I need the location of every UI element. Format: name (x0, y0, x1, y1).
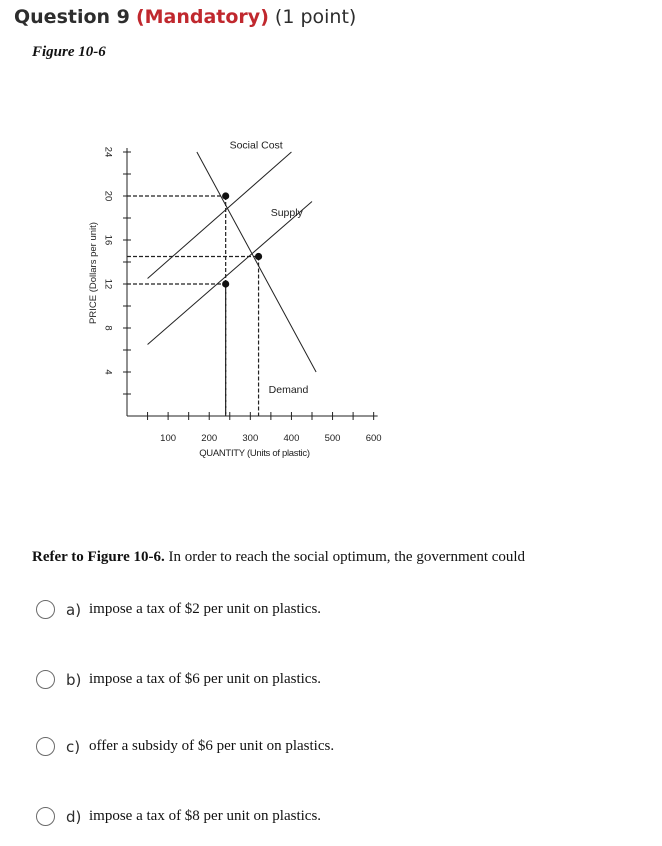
x-axis-label: QUANTITY (Units of plastic) (199, 448, 310, 459)
demand-label: Demand (268, 383, 309, 396)
x-tick-label: 400 (283, 433, 300, 444)
x-tick-label: 200 (201, 433, 218, 444)
question-number: Question 9 (14, 6, 130, 28)
option-b-letter: b) (66, 670, 82, 689)
stem-text: In order to reach the social optimum, the government could (164, 549, 526, 565)
y-tick-label: 12 (102, 278, 114, 290)
intersection-point (255, 253, 262, 260)
x-tick-label: 300 (242, 433, 259, 444)
option-d-radio[interactable] (36, 807, 55, 826)
y-tick-label: 20 (102, 190, 114, 202)
option-d-text: impose a tax of $8 per unit on plastics. (89, 808, 322, 824)
option-a-letter: a) (66, 600, 82, 619)
y-tick-label: 16 (102, 234, 114, 246)
option-d-letter: d) (66, 807, 82, 826)
intersection-point (222, 280, 229, 287)
option-c-text: offer a subsidy of $6 per unit on plastics. (89, 738, 335, 754)
supply-line (148, 202, 312, 345)
x-tick-label: 100 (160, 433, 177, 444)
option-b[interactable] (36, 670, 321, 689)
y-axis-label: PRICE (Dollars per unit) (88, 222, 99, 324)
x-tick-label: 600 (365, 433, 382, 444)
option-b-radio[interactable] (36, 670, 55, 689)
y-tick-label: 24 (102, 146, 114, 158)
social-cost-label: Social Cost (229, 139, 283, 152)
option-c-radio[interactable] (36, 737, 55, 756)
question-stem (32, 549, 525, 566)
demand-line (197, 152, 316, 372)
stem-reference: Refer to Figure 10-6. (32, 549, 165, 565)
figure-title: Figure 10-6 (32, 44, 106, 60)
y-tick-label: 8 (102, 325, 114, 331)
intersection-point (222, 192, 229, 199)
option-c[interactable] (36, 737, 334, 756)
option-c-letter: c) (66, 737, 81, 756)
option-a-text: impose a tax of $2 per unit on plastics. (89, 601, 322, 617)
mandatory-label: (Mandatory) (135, 6, 269, 28)
supply-label: Supply (270, 206, 303, 219)
option-d[interactable] (36, 807, 321, 826)
y-tick-label: 4 (102, 369, 114, 375)
x-tick-label: 500 (324, 433, 341, 444)
option-b-text: impose a tax of $6 per unit on plastics. (89, 671, 322, 687)
option-a-radio[interactable] (36, 600, 55, 619)
option-a[interactable] (36, 600, 321, 619)
points-label: (1 point) (274, 6, 357, 28)
